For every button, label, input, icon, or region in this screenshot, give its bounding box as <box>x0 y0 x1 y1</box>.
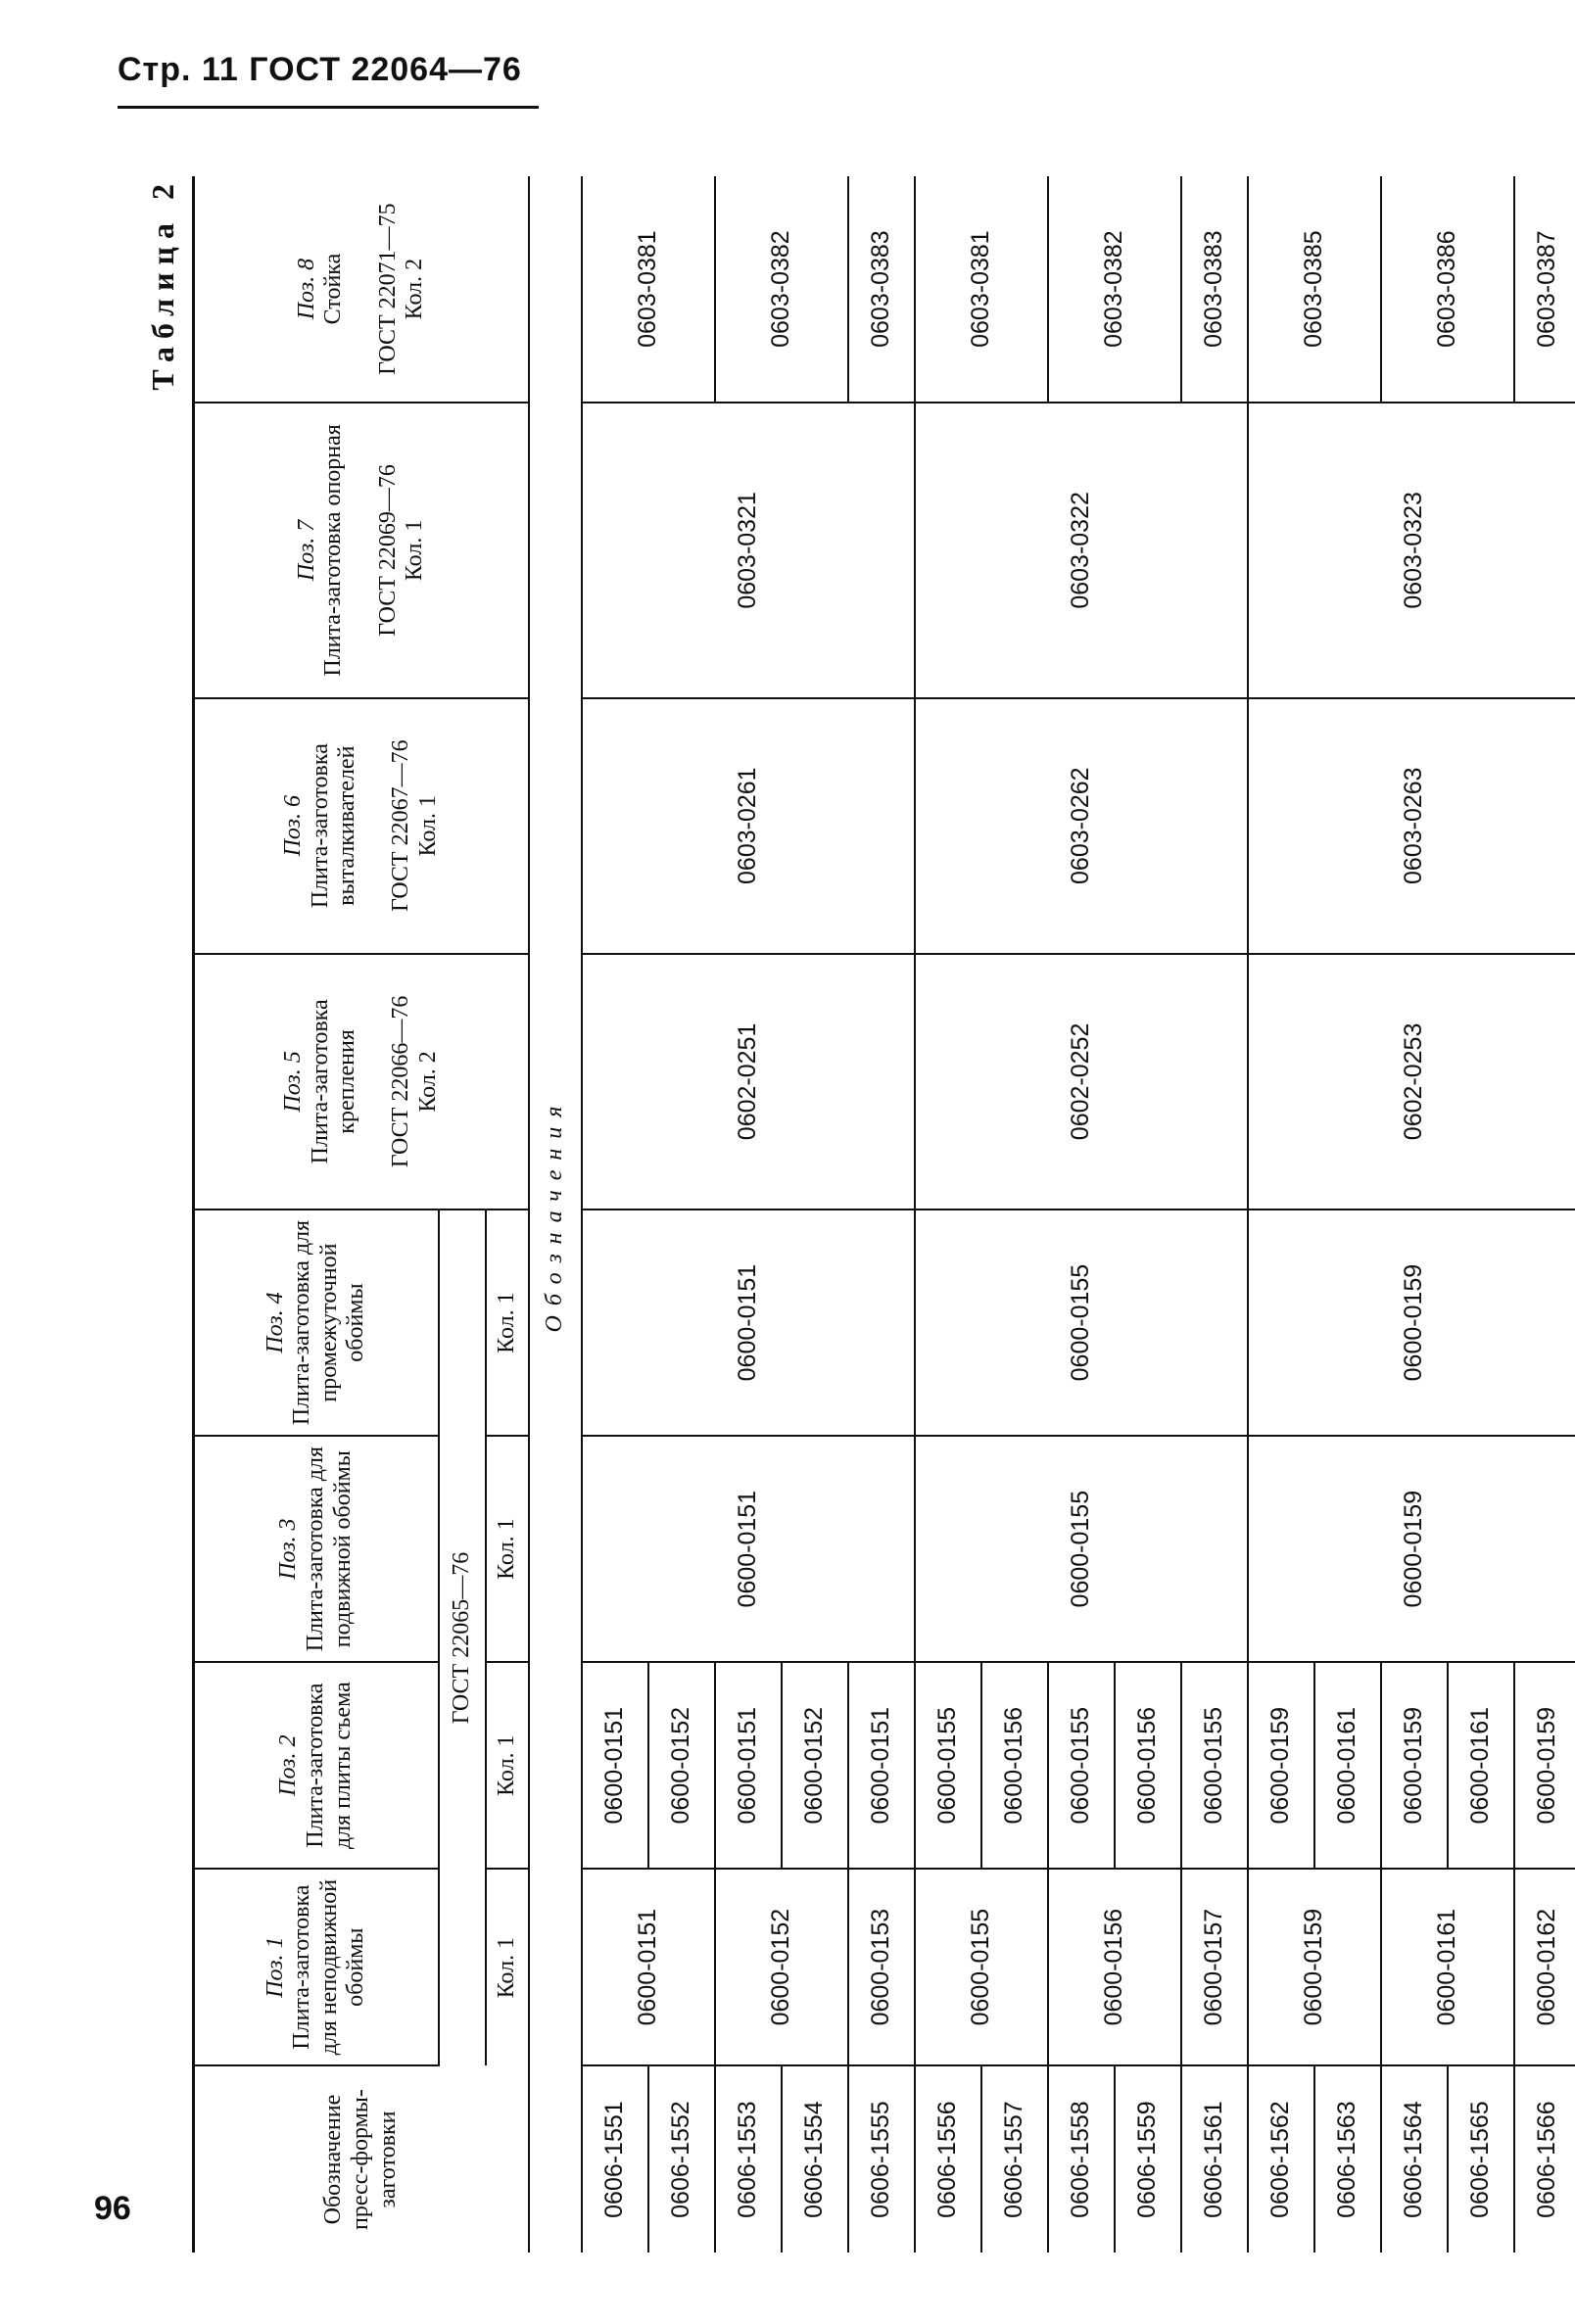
cell-pos8: 0603-0382 <box>1048 176 1181 403</box>
cell-pos1: 0600-0161 <box>1381 1869 1514 2065</box>
header-pos6: Поз. 6 Плита-заготовка выталкивателей ГОСТ 22067—76 Кол. 1 <box>194 698 529 954</box>
header-pos3: Поз. 3 Плита-заготовка для подвижной обоймы <box>194 1436 439 1662</box>
cell-pos7: 0603-0321 <box>582 403 915 697</box>
row-designation: 0606-1557 <box>981 2065 1048 2253</box>
cell-pos3: 0600-0151 <box>582 1436 915 1662</box>
cell-pos2: 0600-0151 <box>848 1662 915 1869</box>
row-designation: 0606-1561 <box>1181 2065 1248 2253</box>
cell-pos1: 0600-0162 <box>1514 1869 1575 2065</box>
header-kol-pos4: Кол. 1 <box>486 1209 529 1436</box>
table-body <box>582 176 1575 2253</box>
cell-pos2: 0600-0156 <box>981 1662 1048 1869</box>
header-pos2: Поз. 2 Плита-заготовка для плиты съема <box>194 1662 439 1869</box>
cell-pos2: 0600-0161 <box>1448 1662 1514 1869</box>
cell-pos2: 0600-0159 <box>1381 1662 1448 1869</box>
page-number: 96 <box>94 2190 131 2227</box>
table-row <box>1248 176 1314 2253</box>
cell-pos2: 0600-0159 <box>1248 1662 1314 1869</box>
cell-pos3: 0600-0159 <box>1248 1436 1575 1662</box>
header-oboznacheniya: Обозначения <box>529 176 582 2253</box>
row-designation: 0606-1562 <box>1248 2065 1314 2253</box>
cell-pos5: 0602-0253 <box>1248 954 1575 1209</box>
cell-pos8: 0603-0383 <box>848 176 915 403</box>
spec-table <box>192 176 1575 2253</box>
row-designation: 0606-1563 <box>1314 2065 1381 2253</box>
cell-pos5: 0602-0251 <box>582 954 915 1209</box>
cell-pos2: 0600-0161 <box>1314 1662 1381 1869</box>
cell-pos8: 0603-0387 <box>1514 176 1575 403</box>
cell-pos2: 0600-0155 <box>1048 1662 1115 1869</box>
rotated-table-block <box>145 176 1561 2253</box>
header-kol-pos3: Кол. 1 <box>486 1436 529 1662</box>
header-designation: Обозначение пресс-формы-заготовки <box>194 2065 529 2253</box>
cell-pos6: 0603-0261 <box>582 698 915 954</box>
cell-pos5: 0602-0252 <box>915 954 1248 1209</box>
cell-pos1: 0600-0159 <box>1248 1869 1381 2065</box>
cell-pos2: 0600-0152 <box>782 1662 848 1869</box>
cell-pos7: 0603-0322 <box>915 403 1248 697</box>
row-designation: 0606-1559 <box>1115 2065 1181 2253</box>
row-designation: 0606-1551 <box>582 2065 648 2253</box>
table-row <box>915 176 981 2253</box>
header-pos5: Поз. 5 Плита-заготовка крепления ГОСТ 22066—76 Кол. 2 <box>194 954 529 1209</box>
cell-pos8: 0603-0386 <box>1381 176 1514 403</box>
row-designation: 0606-1558 <box>1048 2065 1115 2253</box>
header-kol-pos1: Кол. 1 <box>486 1869 529 2065</box>
row-designation: 0606-1566 <box>1514 2065 1575 2253</box>
header-pos8: Поз. 8 Стойка ГОСТ 22071—75 Кол. 2 <box>194 176 529 403</box>
header-rule <box>118 106 539 109</box>
table-caption: Таблица 2 <box>145 176 180 391</box>
row-designation: 0606-1555 <box>848 2065 915 2253</box>
cell-pos1: 0600-0156 <box>1048 1869 1181 2065</box>
cell-pos2: 0600-0152 <box>648 1662 715 1869</box>
cell-pos2: 0600-0159 <box>1514 1662 1575 1869</box>
cell-pos4: 0600-0159 <box>1248 1209 1575 1436</box>
cell-pos1: 0600-0157 <box>1181 1869 1248 2065</box>
header-pos7: Поз. 7 Плита-заготовка опорная ГОСТ 22069—76 Кол. 1 <box>194 403 529 697</box>
row-designation: 0606-1565 <box>1448 2065 1514 2253</box>
table-row <box>582 176 648 2253</box>
cell-pos8: 0603-0381 <box>582 176 715 403</box>
header-kol-pos2: Кол. 1 <box>486 1662 529 1869</box>
page-header: Стр. 11 ГОСТ 22064—76 <box>118 51 522 88</box>
cell-pos8: 0603-0385 <box>1248 176 1381 403</box>
header-pos4: Поз. 4 Плита-заготовка для промежуточной обоймы <box>194 1209 439 1436</box>
row-designation: 0606-1552 <box>648 2065 715 2253</box>
cell-pos6: 0603-0262 <box>915 698 1248 954</box>
cell-pos1: 0600-0153 <box>848 1869 915 2065</box>
cell-pos2: 0600-0156 <box>1115 1662 1181 1869</box>
cell-pos2: 0600-0155 <box>915 1662 981 1869</box>
cell-pos2: 0600-0155 <box>1181 1662 1248 1869</box>
cell-pos7: 0603-0323 <box>1248 403 1575 697</box>
header-pos1: Поз. 1 Плита-заготовка для неподвижной обоймы <box>194 1869 439 2065</box>
cell-pos1: 0600-0155 <box>915 1869 1048 2065</box>
cell-pos8: 0603-0382 <box>715 176 848 403</box>
cell-pos3: 0600-0155 <box>915 1436 1248 1662</box>
cell-pos4: 0600-0155 <box>915 1209 1248 1436</box>
row-designation: 0606-1554 <box>782 2065 848 2253</box>
row-designation: 0606-1553 <box>715 2065 782 2253</box>
cell-pos1: 0600-0152 <box>715 1869 848 2065</box>
cell-pos1: 0600-0151 <box>582 1869 715 2065</box>
header-gost-22065: ГОСТ 22065—76 <box>439 1209 486 2065</box>
cell-pos8: 0603-0383 <box>1181 176 1248 403</box>
row-designation: 0606-1564 <box>1381 2065 1448 2253</box>
cell-pos6: 0603-0263 <box>1248 698 1575 954</box>
row-designation: 0606-1556 <box>915 2065 981 2253</box>
cell-pos2: 0600-0151 <box>715 1662 782 1869</box>
cell-pos4: 0600-0151 <box>582 1209 915 1436</box>
cell-pos2: 0600-0151 <box>582 1662 648 1869</box>
cell-pos8: 0603-0381 <box>915 176 1048 403</box>
